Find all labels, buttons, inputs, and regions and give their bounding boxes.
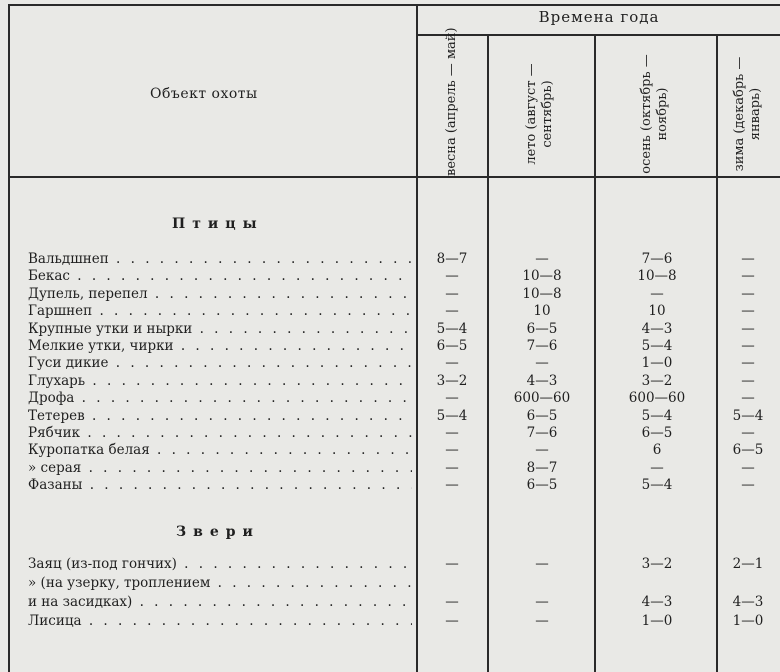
row-label: Глухарь . . . <box>28 373 412 390</box>
table-row <box>0 303 780 320</box>
top-border <box>8 4 780 6</box>
table-row <box>0 286 780 303</box>
value-cell: 6—5 <box>732 442 764 459</box>
value-cell: 6 <box>652 442 662 459</box>
table-row <box>0 338 780 355</box>
value-cell: 5—4 <box>732 407 764 424</box>
value-cell: — <box>741 355 755 372</box>
table-row <box>0 373 780 390</box>
value-cell: 4—3 <box>732 594 764 610</box>
value-cell: 1—0 <box>641 355 673 372</box>
season-header-summer: лето (август — сентябрь) <box>524 63 555 165</box>
value-cell: — <box>650 285 664 302</box>
value-cell: 10—8 <box>522 268 562 285</box>
table-row <box>0 321 780 338</box>
table-row <box>0 575 780 592</box>
value-cell: — <box>445 268 459 285</box>
value-cell: — <box>535 355 549 372</box>
season-group-divider <box>418 34 780 36</box>
value-cell: — <box>445 303 459 320</box>
value-cell: 6—5 <box>526 407 558 424</box>
table-row <box>0 408 780 425</box>
value-cell: — <box>445 477 459 494</box>
row-label: Дрофа . . . <box>28 390 412 407</box>
value-cell: — <box>741 285 755 302</box>
value-cell: 10 <box>533 303 551 320</box>
table-row <box>0 251 780 268</box>
table-row <box>0 594 780 611</box>
value-cell: — <box>535 594 549 610</box>
value-cell: 4—3 <box>641 594 673 610</box>
value-cell: — <box>741 338 755 354</box>
value-cell: 3—2 <box>436 372 468 389</box>
value-cell: 6—5 <box>436 338 468 354</box>
season-header-spring: весна (апрель — май) <box>444 27 459 176</box>
value-cell: 8—7 <box>526 459 558 476</box>
value-cell: — <box>741 459 755 476</box>
value-cell: 10—8 <box>637 268 677 285</box>
value-cell: — <box>741 303 755 320</box>
value-cell: — <box>445 594 459 610</box>
value-cell: 6—5 <box>526 320 558 337</box>
value-cell: — <box>741 425 755 441</box>
row-label: Бекас . . . <box>28 268 412 285</box>
value-cell: 1—0 <box>732 613 764 629</box>
value-cell: 7—6 <box>526 338 558 354</box>
value-cell: 10—8 <box>522 285 562 302</box>
table-row <box>0 613 780 630</box>
value-cell: 3—2 <box>641 556 673 572</box>
row-label: Рябчик . . . <box>28 425 412 442</box>
value-cell: 600—60 <box>513 390 571 407</box>
season-header-winter: зима (декабрь — январь) <box>732 56 763 172</box>
value-cell: — <box>535 442 549 459</box>
value-cell: 5—4 <box>436 407 468 424</box>
value-cell: 4—3 <box>526 372 558 389</box>
value-cell: — <box>445 442 459 459</box>
row-label: Гаршнеп . . . <box>28 303 412 320</box>
value-cell: 6—5 <box>641 425 673 441</box>
object-column-header: Объект охоты <box>150 86 258 102</box>
value-cell: — <box>741 372 755 389</box>
row-label: » (на узерку, троплением . . . <box>28 575 412 592</box>
value-cell: — <box>741 390 755 407</box>
value-cell: — <box>445 459 459 476</box>
value-cell: 2—1 <box>732 556 764 572</box>
row-label: » серая . . . <box>28 460 412 477</box>
value-cell: — <box>445 556 459 572</box>
table-row <box>0 425 780 442</box>
value-cell: — <box>445 425 459 441</box>
value-cell: — <box>741 320 755 337</box>
value-cell: — <box>650 459 664 476</box>
table-row <box>0 390 780 407</box>
value-cell: — <box>741 268 755 285</box>
value-cell: — <box>445 390 459 407</box>
value-cell: — <box>445 613 459 629</box>
value-cell: 5—4 <box>641 477 673 494</box>
season-header-autumn: осень (октябрь — ноябрь) <box>639 54 670 174</box>
row-label: Куропатка белая . . . <box>28 442 412 459</box>
row-label: Тетерев . . . <box>28 408 412 425</box>
value-cell: 1—0 <box>641 613 673 629</box>
section-title-birds: Птицы <box>172 216 264 232</box>
table-row <box>0 442 780 459</box>
row-label: Заяц (из-под гончих) . . . <box>28 556 412 573</box>
table-row <box>0 556 780 573</box>
section-title-beasts: Звери <box>176 524 260 540</box>
value-cell: — <box>535 251 549 267</box>
row-label: Мелкие утки, чирки . . . <box>28 338 412 355</box>
value-cell: — <box>741 251 755 267</box>
row-label: Гуси дикие . . . <box>28 355 412 372</box>
value-cell: — <box>535 556 549 572</box>
value-cell: 7—6 <box>526 425 558 441</box>
table-row <box>0 355 780 372</box>
table-row <box>0 268 780 285</box>
row-label: Крупные утки и нырки . . . <box>28 321 412 338</box>
value-cell: 5—4 <box>436 320 468 337</box>
value-cell: — <box>535 613 549 629</box>
table-row <box>0 460 780 477</box>
value-cell: 5—4 <box>641 407 673 424</box>
value-cell: 600—60 <box>628 390 686 407</box>
value-cell: 5—4 <box>641 338 673 354</box>
row-label: Вальдшнеп . . . <box>28 251 412 268</box>
seasons-group-header: Времена года <box>538 8 660 26</box>
value-cell: 7—6 <box>641 251 673 267</box>
row-label: Фазаны . . . <box>28 477 412 494</box>
table-row <box>0 477 780 494</box>
value-cell: 10 <box>648 303 666 320</box>
value-cell: 6—5 <box>526 477 558 494</box>
row-label: Лисица . . . <box>28 613 412 630</box>
row-label: Дупель, перепел . . . <box>28 286 412 303</box>
row-label: и на засидках) . . . <box>28 594 412 611</box>
value-cell: — <box>445 285 459 302</box>
value-cell: 3—2 <box>641 372 673 389</box>
value-cell: — <box>741 477 755 494</box>
value-cell: — <box>445 355 459 372</box>
value-cell: 8—7 <box>436 251 468 267</box>
value-cell: 4—3 <box>641 320 673 337</box>
